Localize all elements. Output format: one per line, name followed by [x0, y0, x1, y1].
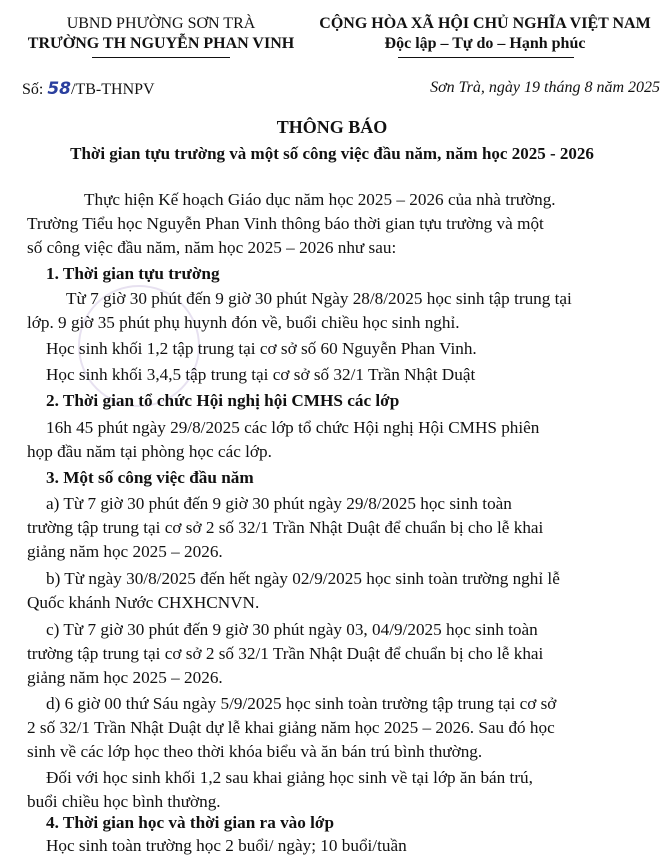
section-3c-line: c) Từ 7 giờ 30 phút đến 9 giờ 30 phút ngày 03, 04/9/2025 học sinh toàn	[46, 620, 538, 639]
document-number	[22, 79, 155, 99]
section-3d-line: d) 6 giờ 00 thứ Sáu ngày 5/9/2025 học sinh toàn trường tập trung tại cơ sở	[46, 694, 557, 713]
section-3-heading: 3. Một số công việc đầu năm	[46, 468, 254, 487]
intro-line-1: Thực hiện Kế hoạch Giáo dục năm học 2025 – 2026 của nhà trường.	[84, 190, 556, 209]
section-1-line: Học sinh khối 1,2 tập trung tại cơ sở số 60 Nguyễn Phan Vinh.	[46, 339, 477, 358]
document-title: THÔNG BÁO	[276, 117, 388, 137]
school-name: TRƯỜNG TH NGUYỄN PHAN VINH	[27, 35, 295, 52]
intro-line-3: số công việc đầu năm, năm học 2025 – 2026 như sau:	[27, 238, 397, 257]
section-1-line: Từ 7 giờ 30 phút đến 9 giờ 30 phút Ngày 28/8/2025 học sinh tập trung tại	[66, 289, 572, 308]
nation-title: CỘNG HÒA XÃ HỘI CHỦ NGHĨA VIỆT NAM	[319, 15, 651, 32]
agency-name: UBND PHƯỜNG SƠN TRÀ	[66, 15, 256, 32]
section-3d-line: 2 số 32/1 Trần Nhật Duật dự lễ khai giảng năm học 2025 – 2026. Sau đó học	[27, 718, 555, 737]
school-underline	[92, 57, 230, 58]
section-2-line: 16h 45 phút ngày 29/8/2025 các lớp tổ chức Hội nghị Hội CMHS phiên	[46, 418, 540, 437]
section-3a-line: trường tập trung tại cơ sở 2 số 32/1 Trần Nhật Duật để chuẩn bị cho lễ khai	[27, 518, 544, 537]
section-3b-line: Quốc khánh Nước CHXHCNVN.	[27, 593, 260, 612]
handwritten-number: 58	[47, 79, 72, 99]
place-date: Sơn Trà, ngày 19 tháng 8 năm 2025	[430, 79, 660, 96]
section-4-line: Học sinh toàn trường học 2 buổi/ ngày; 10 buổi/tuần	[46, 836, 407, 855]
section-3c-line: giảng năm học 2025 – 2026.	[27, 668, 223, 687]
section-3a-line: a) Từ 7 giờ 30 phút đến 9 giờ 30 phút ngày 29/8/2025 học sinh toàn	[46, 494, 512, 513]
section-4-heading: 4. Thời gian học và thời gian ra vào lớp	[46, 813, 335, 832]
number-prefix: Số:	[22, 81, 44, 98]
document-subtitle: Thời gian tựu trường và một số công việc đầu năm, năm học 2025 - 2026	[70, 144, 594, 163]
section-1-heading: 1. Thời gian tựu trường	[46, 264, 220, 283]
section-3e-line: Đối với học sinh khối 1,2 sau khai giảng học sinh về tại lớp ăn bán trú,	[46, 768, 533, 787]
intro-line-2: Trường Tiểu học Nguyễn Phan Vinh thông báo thời gian tựu trường và một	[27, 214, 544, 233]
section-2-heading: 2. Thời gian tổ chức Hội nghị hội CMHS các lớp	[46, 391, 400, 410]
section-3e-line: buổi chiều học bình thường.	[27, 792, 221, 811]
section-1-line: lớp. 9 giờ 35 phút phụ huynh đón về, buổi chiều học sinh nghỉ.	[27, 313, 460, 332]
number-suffix: /TB-THNPV	[71, 81, 155, 98]
section-2-line: họp đầu năm tại phòng học các lớp.	[27, 442, 272, 461]
national-motto: Độc lập – Tự do – Hạnh phúc	[384, 35, 586, 52]
section-1-line: Học sinh khối 3,4,5 tập trung tại cơ sở số 32/1 Trần Nhật Duật	[46, 365, 476, 384]
section-3a-line: giảng năm học 2025 – 2026.	[27, 542, 223, 561]
section-3c-line: trường tập trung tại cơ sở 2 số 32/1 Trần Nhật Duật để chuẩn bị cho lễ khai	[27, 644, 544, 663]
section-3d-line: sinh về các lớp học theo thời khóa biểu và ăn bán trú bình thường.	[27, 742, 483, 761]
motto-underline	[398, 57, 574, 58]
section-3b-line: b) Từ ngày 30/8/2025 đến hết ngày 02/9/2025 học sinh toàn trường nghỉ lễ	[46, 569, 560, 588]
